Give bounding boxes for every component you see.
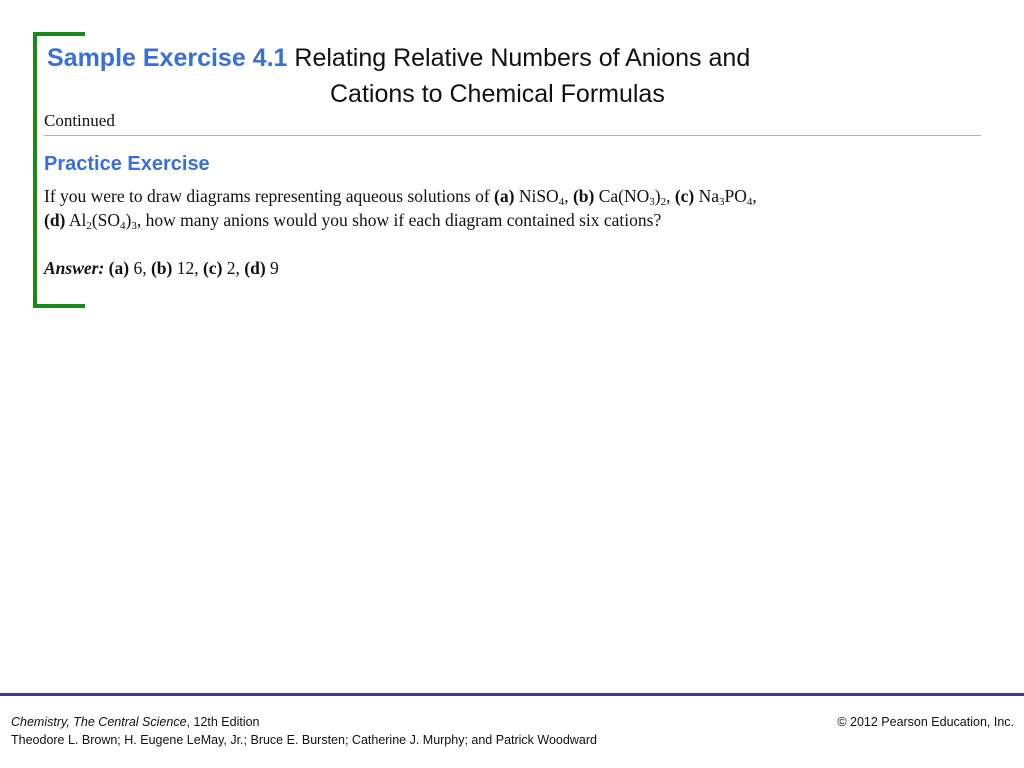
- formula-subscript: 3: [719, 196, 725, 208]
- answer-d-value: 9: [270, 258, 279, 278]
- formula-a: [519, 186, 564, 206]
- footer-edition: , 12th Edition: [186, 715, 260, 729]
- footer-authors: Theodore L. Brown; H. Eugene LeMay, Jr.; Bruce E. Bursten; Catherine J. Murphy; and Patrick Woodward: [11, 733, 597, 747]
- practice-exercise-heading: Practice Exercise: [44, 153, 210, 175]
- question-intro: If you were to draw diagrams representing aqueous solutions of: [44, 186, 495, 206]
- formula-text: (SO: [91, 210, 121, 230]
- title-line-2: Cations to Chemical Formulas: [330, 80, 665, 108]
- title-line-1: Relating Relative Numbers of Anions and: [294, 44, 751, 72]
- formula-subscript: 4: [558, 196, 565, 208]
- answer-b-value: 12,: [176, 258, 203, 278]
- practice-question: [44, 184, 974, 232]
- part-c-label: (c): [674, 186, 695, 206]
- formula-text: ): [654, 186, 661, 206]
- answer-b-label: (b): [150, 258, 173, 278]
- slide-title: [47, 40, 947, 112]
- answer-label: Answer:: [44, 258, 105, 278]
- answer-a-value: 6,: [133, 258, 151, 278]
- footer-divider: [0, 693, 1024, 696]
- formula-subscript: 4: [120, 220, 126, 232]
- formula-text: Ca(NO: [598, 186, 650, 206]
- formula-text: Al: [68, 210, 87, 230]
- part-a-label: (a): [494, 186, 515, 206]
- separator: ,: [752, 186, 757, 206]
- header-divider: [44, 135, 981, 136]
- answer-c-label: (c): [202, 258, 223, 278]
- part-d-label: (d): [44, 210, 66, 230]
- separator: ,: [666, 186, 675, 206]
- part-b-label: (b): [572, 186, 595, 206]
- bracket-bottom-bar: [33, 304, 85, 308]
- formula-subscript: 3: [649, 196, 655, 208]
- bracket-vertical-bar: [33, 32, 37, 308]
- formula-c: [699, 186, 753, 206]
- separator: ,: [564, 186, 573, 206]
- answer-c-value: 2,: [226, 258, 245, 278]
- formula-subscript: 4: [746, 196, 753, 208]
- footer-copyright: © 2012 Pearson Education, Inc.: [837, 715, 1014, 729]
- formula-d: [69, 210, 137, 230]
- answer-line: [44, 256, 279, 280]
- exercise-label: Sample Exercise 4.1: [47, 44, 288, 72]
- formula-subscript: 2: [86, 220, 92, 232]
- formula-text: NiSO: [518, 186, 559, 206]
- formula-b: [599, 186, 666, 206]
- formula-subscript: 3: [131, 220, 137, 232]
- question-end: , how many anions would you show if each diagram contained six cations?: [136, 210, 662, 230]
- continued-label: Continued: [44, 111, 115, 130]
- footer-book-line: [11, 714, 260, 730]
- answer-a-label: (a): [108, 258, 130, 278]
- bracket-top-bar: [33, 32, 85, 36]
- answer-d-label: (d): [244, 258, 266, 278]
- formula-text: ): [125, 210, 132, 230]
- footer-book-title: Chemistry, The Central Science: [11, 715, 187, 729]
- formula-subscript: 2: [660, 196, 667, 208]
- formula-text: PO: [724, 186, 747, 206]
- formula-text: Na: [698, 186, 720, 206]
